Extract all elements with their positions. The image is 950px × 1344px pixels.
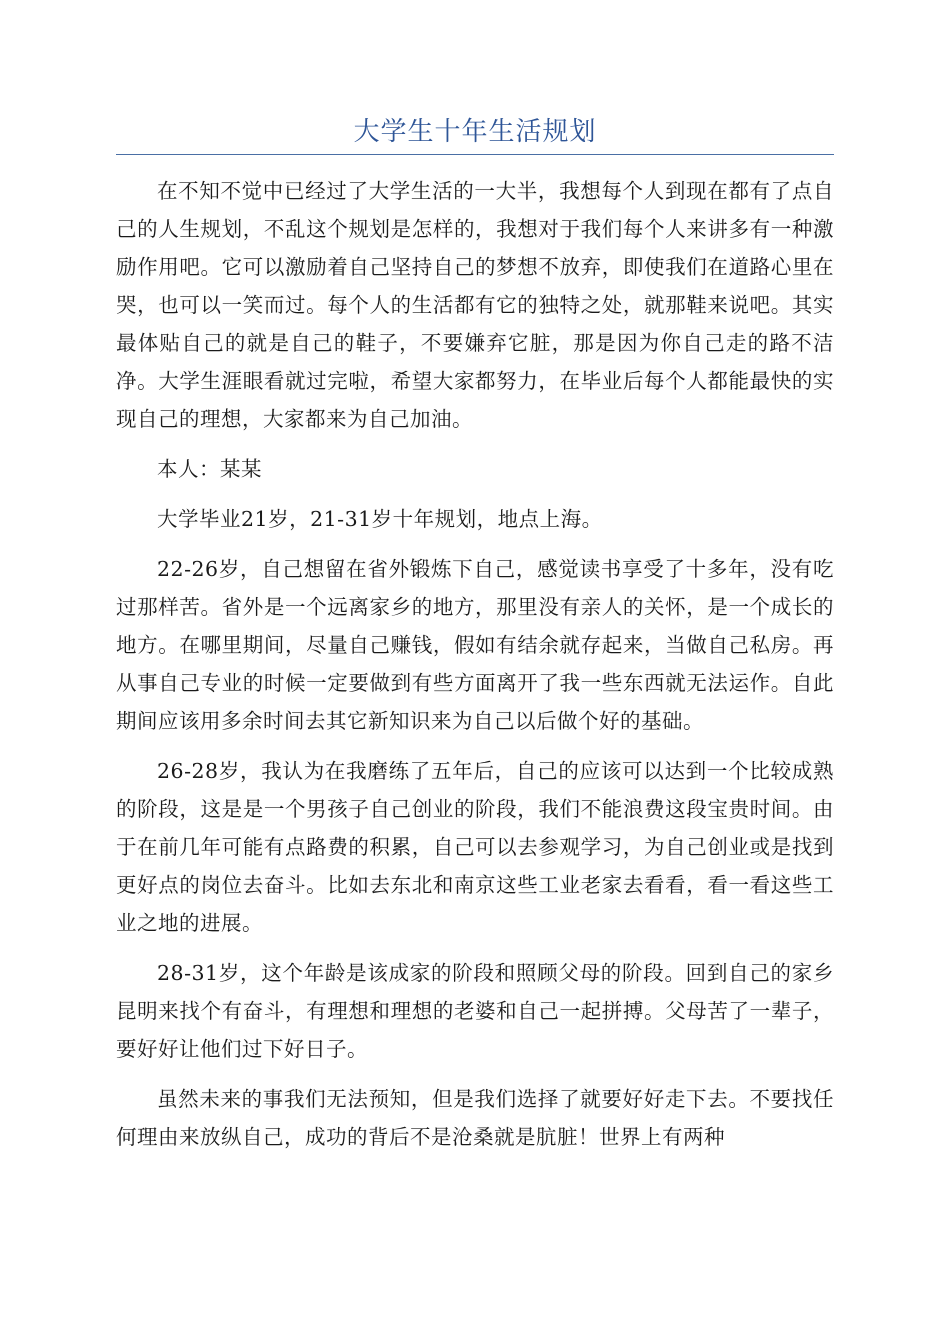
- document-title: 大学生十年生活规划: [353, 117, 597, 147]
- document-body: [116, 172, 834, 1168]
- paragraph-age-28-31: 28-31岁，这个年龄是该成家的阶段和照顾父母的阶段。回到自己的家乡昆明来找个有奋斗，有理想和理想的老婆和自己一起拼搏。父母苦了一辈子，要好好让他们过下好日子。: [116, 961, 834, 1061]
- paragraph-author: 本人：某某: [157, 457, 262, 481]
- title-underline: [116, 154, 834, 155]
- paragraph-graduation: 大学毕业21岁，21-31岁十年规划，地点上海。: [157, 507, 603, 531]
- paragraph-age-26-28: 26-28岁，我认为在我磨练了五年后，自己的应该可以达到一个比较成熟的阶段，这是是一个男孩子自己创业的阶段，我们不能浪费这段宝贵时间。由于在前几年可能有点路费的积累，自己可以去参观学习，为自己创业或是找到更好点的岗位去奋斗。比如去东北和南京这些工业老家去看看，看一看这些工业之地的进展。: [116, 759, 834, 935]
- paragraph-intro: 在不知不觉中已经过了大学生活的一大半，我想每个人到现在都有了点自己的人生规划，不乱这个规划是怎样的，我想对于我们每个人来讲多有一种激励作用吧。它可以激励着自己坚持自己的梦想不放弃，即使我们在道路心里在哭，也可以一笑而过。每个人的生活都有它的独特之处，就那鞋来说吧。其实最体贴自己的就是自己的鞋子，不要嫌弃它脏，那是因为你自己走的路不洁净。大学生涯眼看就过完啦，希望大家都努力，在毕业后每个人都能最快的实现自己的理想，大家都来为自己加油。: [116, 179, 834, 431]
- paragraph-conclusion: 虽然未来的事我们无法预知，但是我们选择了就要好好走下去。不要找任何理由来放纵自己，成功的背后不是沧桑就是肮脏！世界上有两种: [116, 1087, 834, 1149]
- paragraph-age-22-26: 22-26岁，自己想留在省外锻炼下自己，感觉读书享受了十多年，没有吃过那样苦。省外是一个远离家乡的地方，那里没有亲人的关怀，是一个成长的地方。在哪里期间，尽量自己赚钱，假如有结余就存起来，当做自己私房。再从事自己专业的时候一定要做到有些方面离开了我一些东西就无法运作。自此期间应该用多余时间去其它新知识来为自己以后做个好的基础。: [116, 557, 834, 733]
